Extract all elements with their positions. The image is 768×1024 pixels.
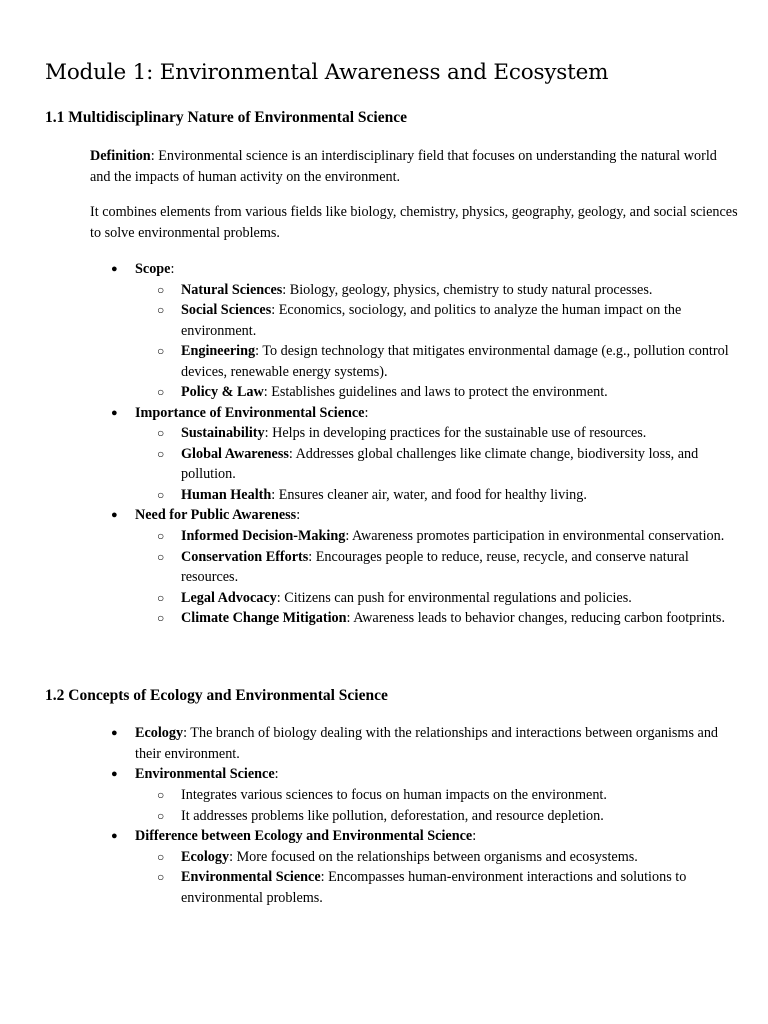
sub-list-item: [135, 867, 740, 908]
bullet-disc-icon: ●: [111, 768, 118, 781]
list-item: [0, 723, 740, 764]
sub-list: [135, 526, 740, 629]
sub-item-text: : Encompasses human-environment interactions and solutions to environmental problems.: [181, 869, 687, 906]
sub-item-text: : Biology, geology, physics, chemistry to study natural processes.: [282, 281, 653, 298]
sub-list-item: [135, 280, 740, 301]
sub-item-term: Engineering: [181, 343, 256, 360]
sub-item-text: Integrates various sciences to focus on human impacts on the environment.: [181, 787, 607, 804]
sub-item-term: Informed Decision-Making: [181, 528, 346, 545]
list-item-text: :: [296, 507, 301, 524]
list-item: [0, 764, 740, 826]
bullet-circle-icon: ○: [157, 849, 165, 864]
bullet-disc-icon: ●: [111, 509, 118, 522]
sub-item-text: : Encourages people to reduce, reuse, recycle, and conserve natural resources.: [181, 548, 689, 586]
sub-item-text: : Establishes guidelines and laws to protect the environment.: [263, 384, 608, 401]
bullet-circle-icon: ○: [157, 611, 165, 626]
section-heading-1-1: 1.1 Multidisciplinary Nature of Environmental Science: [45, 109, 407, 126]
bullet-circle-icon: ○: [157, 590, 165, 605]
sub-list: [135, 847, 740, 909]
sub-item-term: Climate Change Mitigation: [181, 610, 347, 627]
sub-list-item: [135, 588, 740, 609]
bullet-circle-icon: ○: [157, 529, 165, 544]
bullet-circle-icon: ○: [157, 870, 165, 885]
sub-item-term: Social Sciences: [181, 302, 272, 319]
list-item-text: : The branch of biology dealing with the relationships and interactions between organisms and their environment.: [135, 725, 719, 762]
list-item: [0, 505, 740, 628]
definition-paragraph: [90, 146, 740, 187]
sub-item-term: Natural Sciences: [181, 281, 283, 298]
sub-item-text: : Addresses global challenges like climate change, biodiversity loss, and pollution.: [181, 445, 699, 483]
list-item-term: Ecology: [135, 725, 184, 741]
sub-item-text: : Awareness promotes participation in environmental conservation.: [345, 528, 725, 545]
list-item-text: :: [170, 261, 175, 277]
sub-item-term: Ecology: [181, 848, 230, 865]
section-heading-1-2: 1.2 Concepts of Ecology and Environmental Science: [45, 687, 388, 704]
combines-paragraph: It combines elements from various fields like biology, chemistry, physics, geography, geology, and social sciences to solve environmental problems.: [90, 204, 738, 241]
sub-list: [135, 423, 740, 505]
sub-list-item: [135, 382, 740, 403]
list-item: [0, 826, 740, 908]
definition-text: : Environmental science is an interdisciplinary field that focuses on understanding the natural world and the impacts of human activity on the environment.: [90, 148, 717, 185]
list-item-text: :: [274, 766, 279, 783]
list-item-text: :: [472, 828, 477, 845]
sub-item-term: Legal Advocacy: [181, 589, 277, 606]
sub-item-text: : More focused on the relationships between organisms and ecosystems.: [229, 848, 638, 865]
sub-item-term: Sustainability: [181, 425, 265, 442]
sub-list-item: [135, 785, 740, 806]
bullet-circle-icon: ○: [157, 788, 165, 803]
bullet-circle-icon: ○: [157, 303, 165, 318]
bullet-circle-icon: ○: [157, 282, 165, 297]
sub-item-term: Conservation Efforts: [181, 548, 309, 565]
list-item-term: Importance of Environmental Science: [135, 404, 365, 421]
sub-list: [135, 280, 740, 403]
sub-list: [135, 785, 740, 826]
sub-list-item: [135, 526, 740, 547]
sub-item-text: : Economics, sociology, and politics to analyze the human impact on the environment.: [181, 302, 682, 339]
sub-list-item: [135, 608, 740, 629]
sub-list-item: [135, 341, 740, 382]
bullet-disc-icon: ●: [111, 830, 118, 843]
list-item: [0, 403, 740, 506]
sub-list-item: [135, 485, 740, 506]
sub-item-term: Environmental Science: [181, 869, 321, 886]
bullet-disc-icon: ●: [111, 263, 118, 275]
section1-bullet-list: [0, 259, 740, 629]
bullet-circle-icon: ○: [157, 808, 165, 823]
bullet-circle-icon: ○: [157, 385, 165, 400]
bullet-circle-icon: ○: [157, 549, 165, 564]
sub-list-item: [135, 806, 740, 827]
list-item-term: Scope: [135, 261, 171, 277]
section2-bullet-list: [0, 723, 740, 908]
list-item-text: :: [364, 404, 369, 421]
sub-list-item: [135, 423, 740, 444]
sub-list-item: [135, 547, 740, 588]
sub-item-term: Human Health: [181, 486, 272, 503]
list-item-term: Difference between Ecology and Environmental Science: [135, 828, 473, 845]
sub-item-text: : To design technology that mitigates environmental damage (e.g., pollution control devices, renewable energy systems).: [181, 343, 729, 380]
bullet-circle-icon: ○: [157, 426, 165, 441]
sub-item-term: Policy & Law: [181, 384, 264, 401]
bullet-circle-icon: ○: [157, 446, 165, 461]
list-item-term: Environmental Science: [135, 766, 275, 783]
page-title: Module 1: Environmental Awareness and Ecosystem: [45, 60, 609, 85]
sub-list-item: [135, 847, 740, 868]
list-item: [0, 259, 740, 403]
bullet-disc-icon: ●: [111, 727, 118, 739]
sub-item-term: Global Awareness: [181, 445, 289, 462]
list-item-term: Need for Public Awareness: [135, 507, 297, 524]
bullet-circle-icon: ○: [157, 487, 165, 502]
sub-item-text: : Citizens can push for environmental regulations and policies.: [276, 589, 632, 606]
sub-list-item: [135, 444, 740, 485]
sub-item-text: : Helps in developing practices for the sustainable use of resources.: [264, 425, 647, 442]
sub-item-text: It addresses problems like pollution, deforestation, and resource depletion.: [181, 807, 604, 824]
bullet-circle-icon: ○: [157, 344, 165, 359]
sub-list-item: [135, 300, 740, 341]
sub-item-text: : Awareness leads to behavior changes, reducing carbon footprints.: [346, 610, 726, 627]
definition-term: Definition: [90, 148, 151, 164]
bullet-disc-icon: ●: [111, 406, 118, 419]
sub-item-text: : Ensures cleaner air, water, and food for healthy living.: [271, 486, 587, 503]
